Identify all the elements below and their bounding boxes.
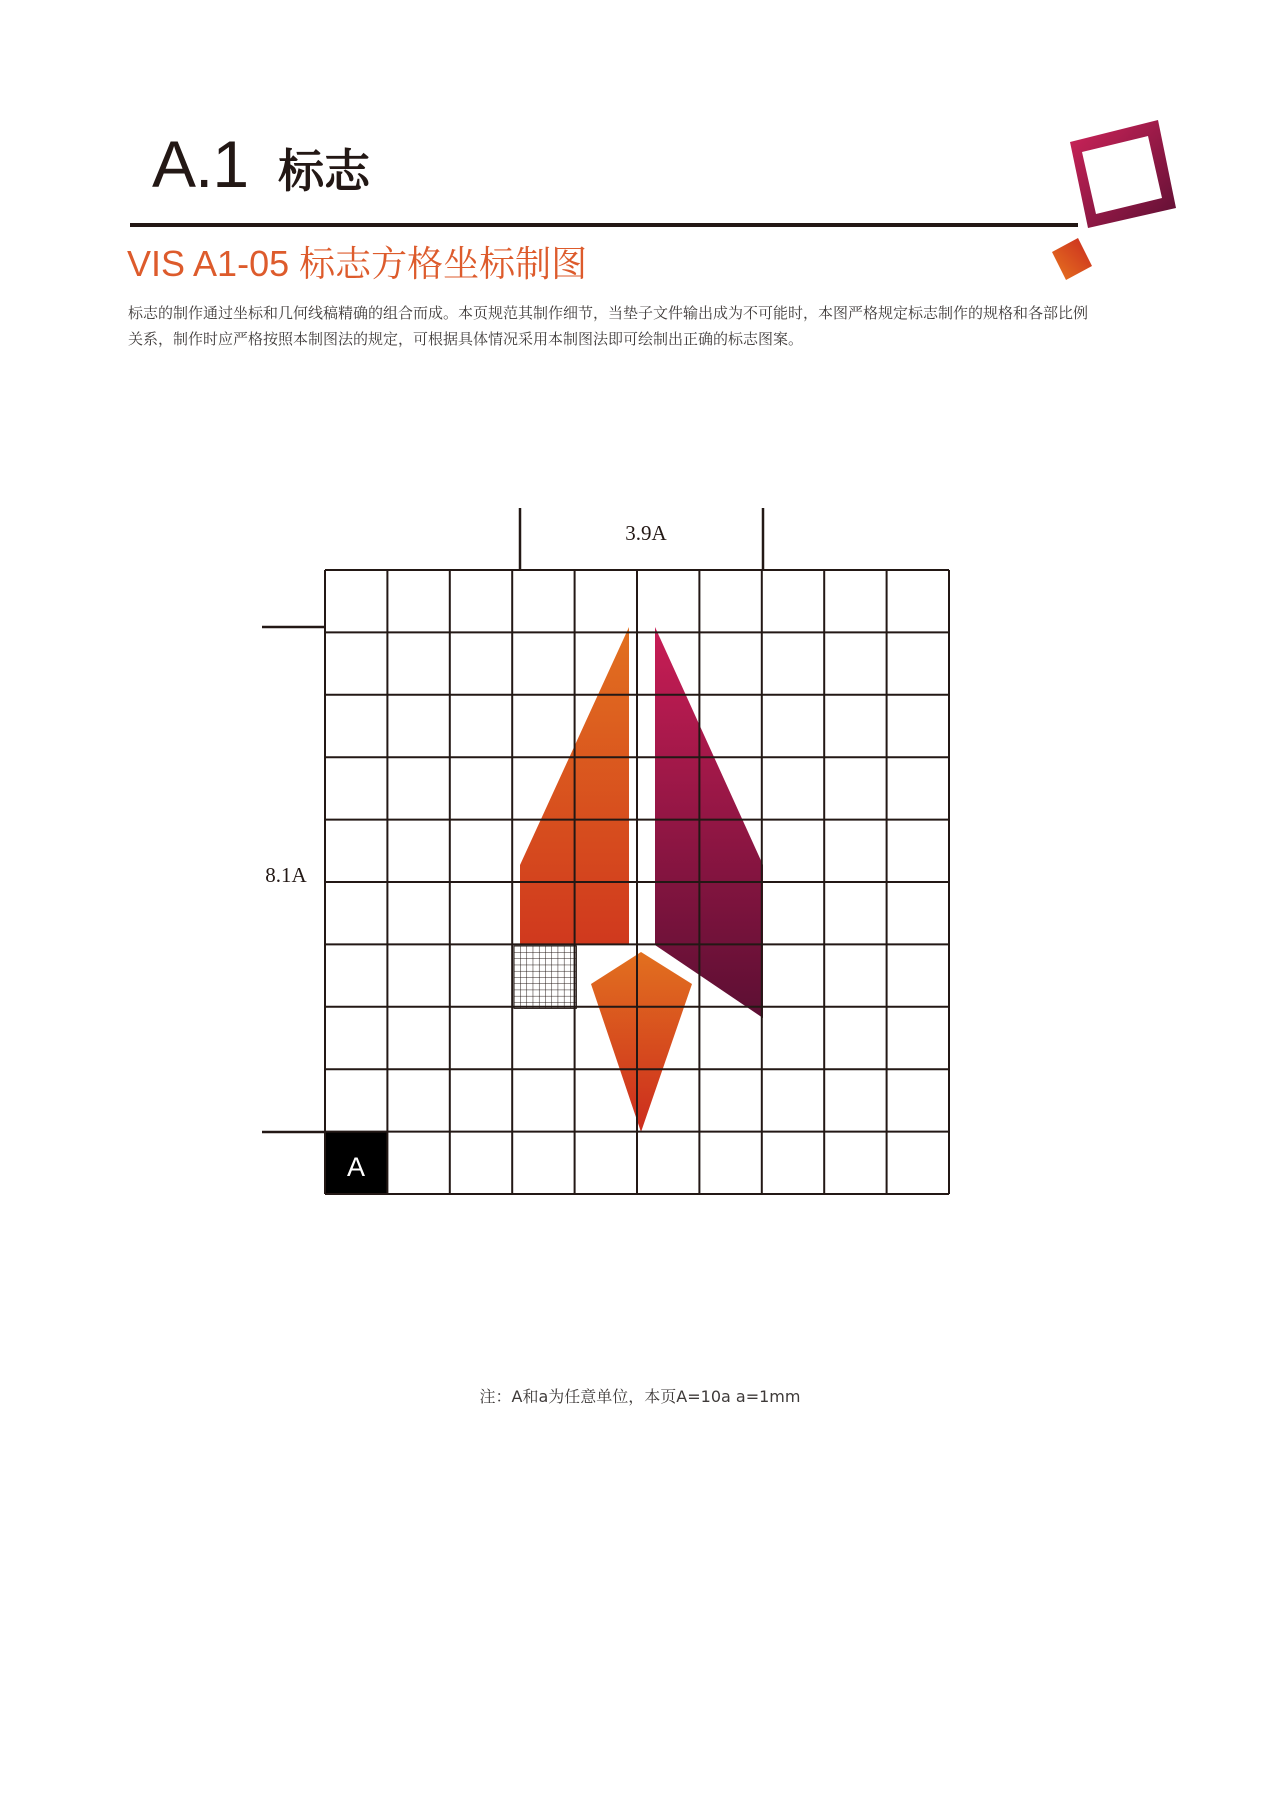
width-dimension-label: 3.9A bbox=[625, 521, 667, 545]
unit-cell-label: A bbox=[346, 1152, 366, 1182]
coordinate-grid bbox=[325, 570, 949, 1194]
logo-mark bbox=[520, 627, 763, 1132]
logo-bottom-gem bbox=[591, 952, 692, 1132]
logo-right-blade bbox=[655, 627, 763, 1018]
section-code: A.1 bbox=[152, 127, 249, 201]
fine-grid-detail bbox=[514, 946, 576, 1008]
height-dimension-label: 8.1A bbox=[265, 863, 307, 887]
page-subtitle: VIS A1-05 标志方格坐标制图 bbox=[127, 243, 588, 284]
footnote: 注：A和a为任意单位，本页A=10a a=1mm bbox=[479, 1387, 801, 1406]
description-text: 标志的制作通过坐标和几何线稿精确的组合而成。本页规范其制作细节，当垫子文件输出成为不可能时，本图严格规定标志制作的规格和各部比例关系，制作时应严格按照本制图法的规定，可根据具体情况采用本制图法即可绘制出正确的标志图案。 bbox=[128, 304, 1089, 348]
section-name: 标志 bbox=[278, 144, 371, 198]
